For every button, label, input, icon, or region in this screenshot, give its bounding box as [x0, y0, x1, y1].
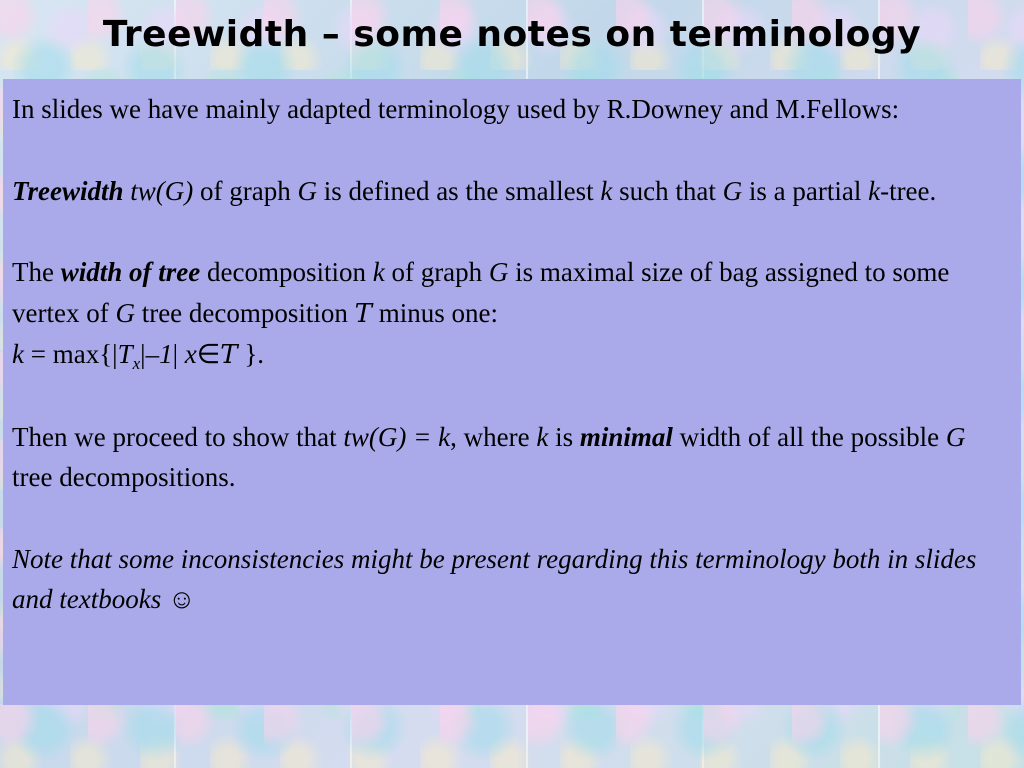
graph-variable: G: [488, 257, 509, 287]
content-box: [3, 79, 1021, 705]
note-paragraph: [12, 539, 1011, 620]
width-text: of graph: [384, 257, 489, 287]
treewidth-term: Treewidth: [12, 175, 124, 206]
formula-part: |: [172, 339, 185, 369]
spacer: [12, 130, 1011, 171]
k-variable: k: [868, 175, 881, 206]
element-of-symbol: ∈: [196, 339, 221, 369]
bag-variable: T: [117, 339, 133, 369]
k-variable: k: [12, 339, 24, 369]
definition-text: -tree.: [880, 175, 937, 206]
vertex-variable: x: [184, 339, 197, 369]
definition-text: is defined as the smallest: [316, 175, 601, 206]
graph-variable: G: [945, 421, 966, 452]
graph-variable: G: [297, 175, 317, 206]
graph-variable: G: [115, 297, 135, 328]
proof-text: width of all the possible: [672, 421, 946, 452]
definition-text: such that: [612, 175, 723, 206]
minimal-term: minimal: [579, 421, 673, 452]
width-term: width of tree: [60, 257, 201, 287]
intro-paragraph: In slides we have mainly adapted terminology used by R.Downey and M.Fellows:: [12, 94, 900, 124]
note-text: Note that some inconsistencies might be present regarding this terminology both in slides and textbooks: [12, 543, 977, 614]
width-formula: [12, 334, 1011, 376]
bag-subscript: x: [132, 354, 141, 373]
slide-title: Treewidth – some notes on terminology: [102, 14, 922, 55]
formula-part: |: [140, 339, 146, 369]
definition-text: is a partial: [742, 175, 869, 206]
width-text: is maximal size of bag assigned to some vertex of: [12, 257, 950, 328]
width-text: The: [12, 257, 61, 287]
proof-text: is: [548, 421, 580, 452]
formula-part: }.: [237, 339, 265, 369]
proof-text: tree decompositions.: [12, 462, 236, 492]
k-variable: k: [536, 421, 549, 452]
width-text: minus one:: [372, 297, 498, 328]
width-text: decomposition: [200, 257, 373, 287]
spacer: [12, 211, 1011, 252]
proof-text: Then we proceed to show that: [12, 421, 344, 452]
width-definition: [12, 252, 1011, 334]
smiley-icon: ☺: [167, 584, 196, 614]
formula-part: –: [145, 339, 160, 369]
formula-part: 1: [159, 339, 173, 369]
k-variable: k: [372, 257, 385, 287]
proof-text: , where: [450, 421, 537, 452]
definition-text: of graph: [193, 175, 298, 206]
spacer: [12, 376, 1011, 417]
formula-part: =: [23, 339, 53, 369]
width-text: tree decomposition: [134, 297, 355, 328]
treewidth-equation: tw(G) = k: [343, 421, 451, 452]
spacer: [12, 498, 1011, 539]
k-variable: k: [600, 175, 613, 206]
treewidth-definition: [12, 171, 1011, 212]
treewidth-notation: tw(G): [130, 175, 194, 206]
script-t-symbol: T: [354, 298, 372, 329]
formula-part: max{|: [52, 339, 118, 369]
proof-plan-paragraph: [12, 417, 1011, 498]
script-t-symbol: T: [220, 340, 238, 370]
graph-variable: G: [722, 175, 743, 206]
